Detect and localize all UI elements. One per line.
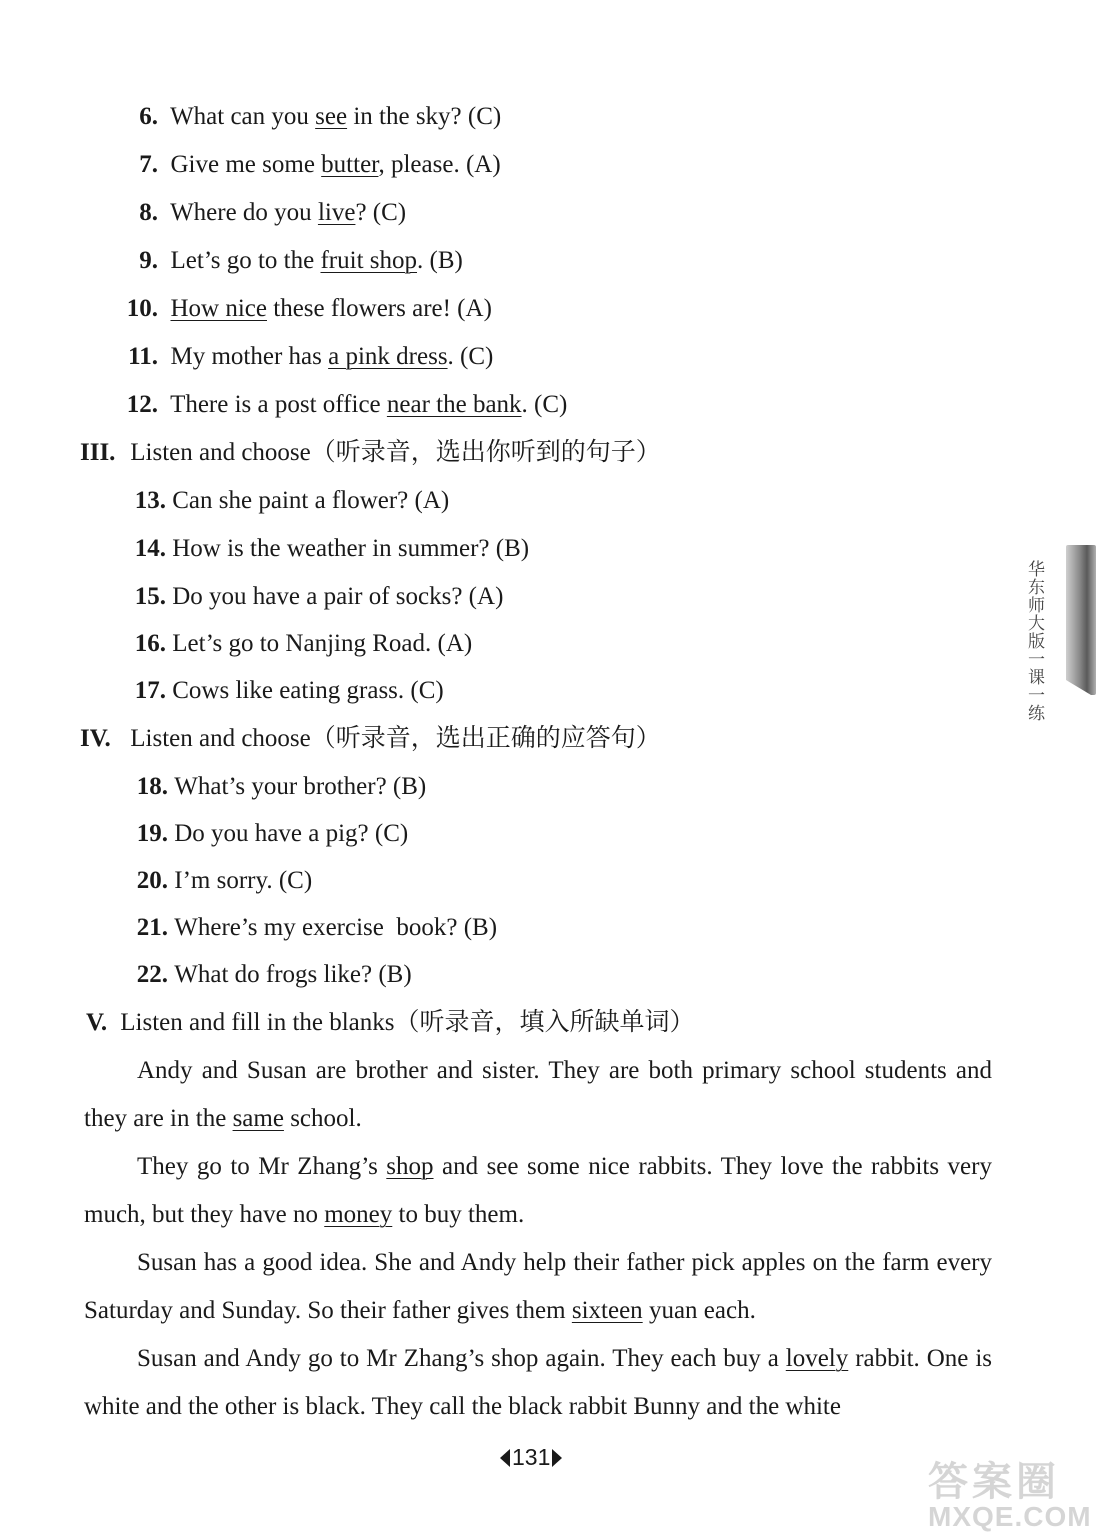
question-text: Can she paint a flower? (A) <box>172 487 450 514</box>
answer-underline: a pink dress <box>328 343 448 370</box>
question-number: 8. <box>139 199 158 226</box>
question-text: Give me some <box>170 151 322 178</box>
question-19 <box>122 819 408 849</box>
question-number: 18. <box>136 773 168 800</box>
question-6 <box>120 102 501 132</box>
question-text: . (B) <box>417 247 463 274</box>
side-tab <box>1066 545 1096 695</box>
question-text: ? (C) <box>355 199 407 226</box>
watermark-logo <box>928 1450 1098 1530</box>
question-text: , please. (A) <box>378 151 501 178</box>
passage-paragraph-1: Andy and Susan are brother and sister. They are both primary school students and they are in the same school. <box>84 1057 992 1132</box>
question-21 <box>122 913 497 943</box>
question-11 <box>112 342 493 372</box>
question-15 <box>120 582 503 612</box>
question-text: Where do you <box>170 199 318 226</box>
question-text: I’m sorry. (C) <box>174 867 313 894</box>
question-text: these flowers are! (A) <box>267 295 492 322</box>
question-number: 21. <box>136 914 168 941</box>
question-10 <box>112 294 492 324</box>
question-text: What do frogs like? (B) <box>174 961 412 988</box>
question-18 <box>122 772 426 802</box>
answer-underline: near the bank <box>386 391 522 418</box>
question-17 <box>120 676 444 706</box>
answer-underline: same <box>232 1105 284 1132</box>
section-title: Listen and fill in the blanks（听录音，填入所缺单词） <box>120 1009 695 1036</box>
question-number: 16. <box>134 630 166 657</box>
answer-underline: money <box>324 1201 393 1228</box>
question-number: 7. <box>139 151 158 178</box>
question-number: 15. <box>134 583 166 610</box>
section-number: IV. <box>80 725 111 752</box>
watermark-url: MXQE.COM <box>928 1501 1092 1532</box>
page-number <box>500 1444 562 1471</box>
question-text: . (C) <box>521 391 568 418</box>
question-text: Where’s my exercise book? (B) <box>174 914 498 941</box>
side-tab-notch <box>1066 680 1096 698</box>
question-text: Let’s go to the <box>170 247 321 274</box>
section-heading-v <box>86 1008 695 1038</box>
question-20 <box>122 866 312 896</box>
question-text: There is a post office <box>170 391 387 418</box>
answer-underline: fruit shop <box>320 247 418 274</box>
watermark-text: 答案圈 <box>928 1459 1060 1505</box>
section-title: Listen and choose（听录音，选出正确的应答句） <box>130 725 661 752</box>
question-number: 6. <box>139 103 158 130</box>
answer-underline: see <box>315 103 348 130</box>
question-number: 11. <box>128 343 158 370</box>
question-text: My mother has <box>170 343 329 370</box>
question-number: 9. <box>139 247 158 274</box>
question-number: 13. <box>134 487 166 514</box>
section-number: III. <box>80 439 116 466</box>
question-9 <box>120 246 463 276</box>
question-text: in the sky? (C) <box>347 103 502 130</box>
question-16 <box>120 629 472 659</box>
question-text: Do you have a pig? (C) <box>174 820 409 847</box>
section-heading-iii <box>80 438 661 468</box>
question-number: 20. <box>136 867 168 894</box>
triangle-right-icon <box>552 1449 562 1467</box>
answer-underline: sixteen <box>571 1297 643 1324</box>
answer-underline: shop <box>386 1153 434 1180</box>
question-number: 17. <box>134 677 166 704</box>
question-text: . (C) <box>447 343 494 370</box>
question-text: How is the weather in summer? (B) <box>172 535 530 562</box>
question-text: Do you have a pair of socks? (A) <box>172 583 504 610</box>
question-12 <box>112 390 567 420</box>
section-title: Listen and choose（听录音，选出你听到的句子） <box>130 439 661 466</box>
passage-paragraph-4: Susan and Andy go to Mr Zhang’s shop again. They each buy a lovely rabbit. One is white and the other is black. They call the black rabbit Bunny and the white <box>84 1345 992 1420</box>
side-label: 华东师大版一课一练 <box>1024 560 1044 722</box>
question-22 <box>122 960 412 990</box>
question-number: 22. <box>136 961 168 988</box>
question-number: 10. <box>126 295 158 322</box>
answer-underline: How nice <box>170 295 267 322</box>
question-8 <box>120 198 406 228</box>
passage-paragraph-3: Susan has a good idea. She and Andy help their father pick apples on the farm every Saturday and Sunday. So their father gives them sixteen yuan each. <box>84 1249 992 1324</box>
question-number: 12. <box>126 391 158 418</box>
question-7 <box>120 150 501 180</box>
question-number: 14. <box>134 535 166 562</box>
page-number-text: 131 <box>512 1444 551 1470</box>
question-text: Let’s go to Nanjing Road. (A) <box>172 630 473 657</box>
triangle-left-icon <box>500 1449 510 1467</box>
question-14 <box>120 534 529 564</box>
question-text: Cows like eating grass. (C) <box>172 677 444 704</box>
passage <box>84 1047 992 1431</box>
question-number: 19. <box>136 820 168 847</box>
answer-underline: butter <box>321 151 379 178</box>
section-heading-iv <box>80 724 661 754</box>
question-text: What’s your brother? (B) <box>174 773 427 800</box>
question-13 <box>120 486 449 516</box>
passage-paragraph-2: They go to Mr Zhang’s shop and see some nice rabbits. They love the rabbits very much, but they have no money to buy them. <box>84 1153 992 1228</box>
section-number: V. <box>86 1009 108 1036</box>
question-text: What can you <box>170 103 316 130</box>
answer-underline: lovely <box>785 1345 849 1372</box>
answer-underline: live <box>317 199 356 226</box>
